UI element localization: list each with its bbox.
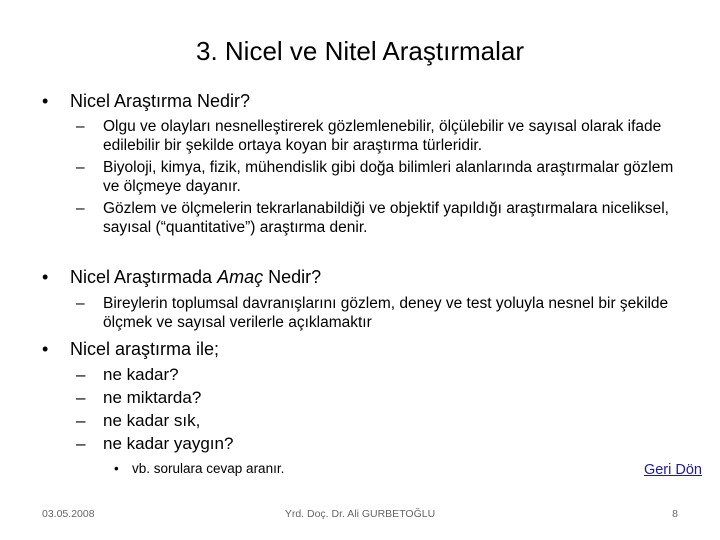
heading-pre: Nicel Araştırmada	[70, 267, 218, 287]
subitem-text: ne kadar?	[103, 365, 179, 384]
dash-icon: –	[76, 434, 86, 453]
dash-icon: –	[76, 411, 86, 430]
slide-title: 3. Nicel ve Nitel Araştırmalar	[196, 36, 524, 66]
bullet-heading	[70, 266, 321, 288]
bullet-icon: •	[42, 267, 49, 287]
heading-em: Amaç	[217, 267, 264, 287]
dash-icon: –	[76, 159, 85, 176]
subitem-text: Bireylerin toplumsal davranışlarını gözlem, deney ve test yoluyla nesnel bir şekilde ölçmek ve sayısal verilerle açıklamaktır	[103, 295, 669, 331]
dash-icon: –	[76, 295, 85, 312]
subitem-text: Gözlem ve ölçmelerin tekrarlanabildiği ve objektif yapıldığı araştırmalara niceliksel, sayısal (“quantitative”) araştırma denir.	[103, 200, 669, 236]
subitem-text: ne kadar sık,	[103, 411, 201, 430]
bullet-heading: Nicel Araştırma Nedir?	[70, 91, 251, 111]
heading-post: Nedir?	[263, 267, 322, 287]
dash-icon: –	[76, 365, 86, 384]
bullet-icon: •	[114, 461, 119, 476]
geri-don-link[interactable]: Geri Dön	[643, 462, 702, 478]
dash-icon: –	[76, 118, 85, 135]
bullet-icon: •	[42, 91, 49, 111]
subitem-text: Olgu ve olayları nesnelleştirerek gözlemlenebilir, ölçülebilir ve sayısal olarak ifade edilebilir bir şekilde ortaya koyan bir araştırma türleridir.	[103, 118, 662, 154]
dash-icon: –	[76, 200, 85, 217]
bullet-heading: Nicel araştırma ile;	[70, 339, 220, 359]
sub-subitem-text: vb. sorulara cevap aranır.	[132, 461, 285, 476]
bullet-icon: •	[42, 339, 49, 359]
subitem-text: ne miktarda?	[103, 388, 202, 407]
footer-date: 03.05.2008	[42, 508, 95, 520]
subitem-text: ne kadar yaygın?	[103, 434, 234, 453]
dash-icon: –	[76, 388, 86, 407]
footer-author: Yrd. Doç. Dr. Ali GURBETOĞLU	[284, 508, 436, 520]
page-number: 8	[672, 508, 678, 520]
subitem-text: Biyoloji, kimya, fizik, mühendislik gibi doğa bilimleri alanlarında araştırmalar gözlem ve ölçmeye dayanır.	[103, 159, 674, 195]
